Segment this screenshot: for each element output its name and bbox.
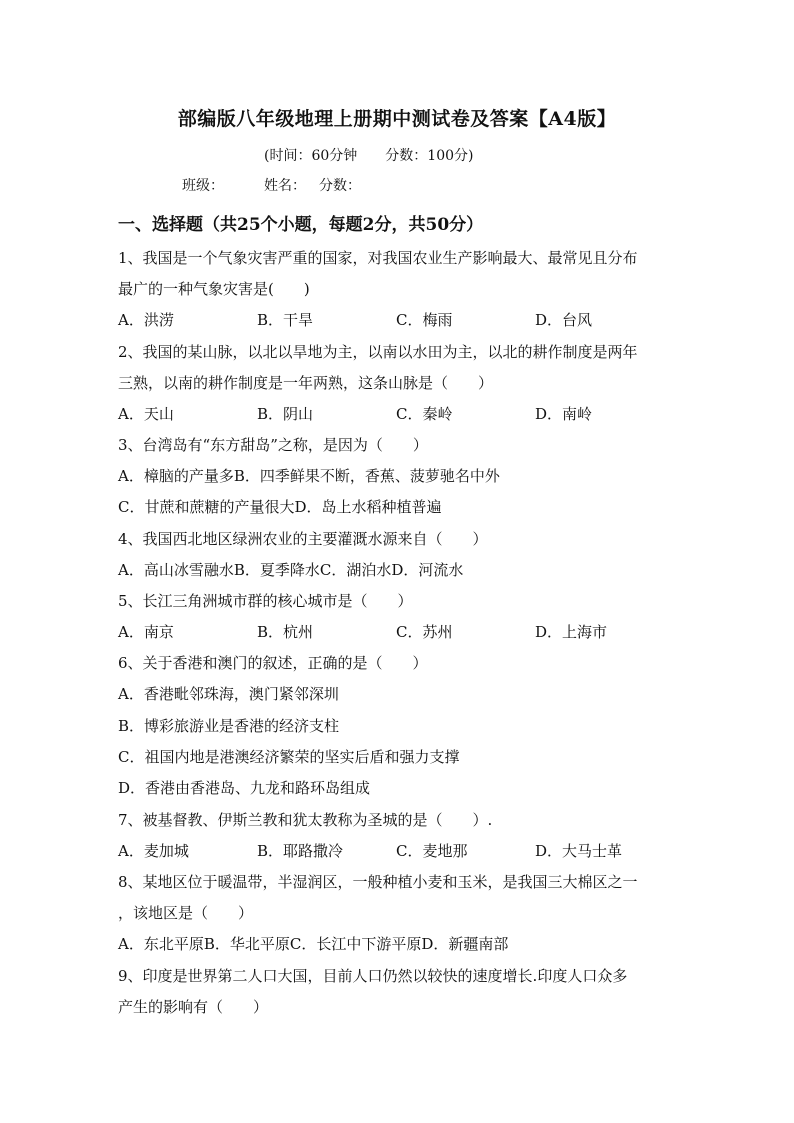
question-6-option-b: B．博彩旅游业是香港的经济支柱 bbox=[118, 717, 340, 735]
option-c: C．苏州 bbox=[396, 623, 453, 641]
option-d: D．台风 bbox=[535, 311, 593, 329]
question-2-line-2: 三熟，以南的耕作制度是一年两熟，这条山脉是（ ） bbox=[118, 374, 494, 392]
section-heading: 一、选择题（共25个小题，每题2分，共50分） bbox=[118, 215, 484, 235]
question-7-options bbox=[118, 841, 622, 861]
question-1-options bbox=[118, 310, 592, 330]
question-4-line-1: 4、我国西北地区绿洲农业的主要灌溉水源来自（ ） bbox=[118, 530, 488, 548]
exam-time: (时间：60分钟 bbox=[264, 148, 358, 164]
question-5-options bbox=[118, 622, 607, 642]
question-6-line-1: 6、关于香港和澳门的叙述，正确的是（ ） bbox=[118, 654, 428, 672]
question-9-line-1: 9、印度是世界第二人口大国，目前人口仍然以较快的速度增长.印度人口众多 bbox=[118, 967, 628, 985]
option-d: D．上海市 bbox=[535, 623, 608, 641]
name-label: 姓名： bbox=[264, 178, 306, 194]
question-9-line-2: 产生的影响有（ ） bbox=[118, 998, 269, 1016]
option-b: B．干旱 bbox=[257, 311, 314, 329]
option-a: A．洪涝 bbox=[118, 311, 174, 329]
option-d: D．大马士革 bbox=[535, 842, 623, 860]
question-4-options: A．高山冰雪融水B．夏季降水C．湖泊水D．河流水 bbox=[118, 561, 464, 579]
option-a: A．天山 bbox=[118, 405, 174, 423]
exam-score: 分数：100分) bbox=[385, 148, 474, 164]
option-a: A．麦加城 bbox=[118, 842, 189, 860]
question-2-line-1: 2、我国的某山脉，以北以旱地为主，以南以水田为主，以北的耕作制度是两年 bbox=[118, 343, 638, 361]
question-8-line-2: ，该地区是（ ） bbox=[118, 904, 254, 922]
option-c: C．麦地那 bbox=[396, 842, 468, 860]
student-info bbox=[182, 175, 361, 195]
question-1-line-2: 最广的一种气象灾害是( ) bbox=[118, 280, 310, 298]
question-7-line-1: 7、被基督教、伊斯兰教和犹太教称为圣城的是（ ）. bbox=[118, 811, 493, 829]
exam-meta bbox=[264, 145, 473, 165]
question-6-option-c: C．祖国内地是港澳经济繁荣的坚实后盾和强力支撑 bbox=[118, 748, 460, 766]
question-2-options bbox=[118, 404, 592, 424]
question-8-options: A．东北平原B．华北平原C．长江中下游平原D．新疆南部 bbox=[118, 935, 509, 953]
question-8-line-1: 8、某地区位于暖温带，半湿润区，一般种植小麦和玉米，是我国三大棉区之一 bbox=[118, 873, 638, 891]
document-title: 部编版八年级地理上册期中测试卷及答案【A4版】 bbox=[177, 108, 617, 130]
option-d: D．南岭 bbox=[535, 405, 593, 423]
option-a: A．南京 bbox=[118, 623, 174, 641]
question-3-line-1: 3、台湾岛有“东方甜岛”之称，是因为（ ） bbox=[118, 436, 428, 454]
option-b: B．耶路撒冷 bbox=[257, 842, 344, 860]
question-1-line-1: 1、我国是一个气象灾害严重的国家，对我国农业生产影响最大、最常见且分布 bbox=[118, 249, 638, 267]
question-5-line-1: 5、长江三角洲城市群的核心城市是（ ） bbox=[118, 592, 413, 610]
question-6-option-a: A．香港毗邻珠海，澳门紧邻深圳 bbox=[118, 685, 339, 703]
option-c: C．梅雨 bbox=[396, 311, 453, 329]
question-3-options-2: C．甘蔗和蔗糖的产量很大D．岛上水稻种植普遍 bbox=[118, 498, 442, 516]
points-label: 分数： bbox=[319, 178, 361, 194]
question-6-option-d: D．香港由香港岛、九龙和路环岛组成 bbox=[118, 779, 371, 797]
class-label: 班级： bbox=[182, 178, 224, 194]
option-b: B．杭州 bbox=[257, 623, 314, 641]
question-3-options-1: A．樟脑的产量多B．四季鲜果不断，香蕉、菠萝驰名中外 bbox=[118, 467, 500, 485]
option-b: B．阴山 bbox=[257, 405, 314, 423]
option-c: C．秦岭 bbox=[396, 405, 453, 423]
